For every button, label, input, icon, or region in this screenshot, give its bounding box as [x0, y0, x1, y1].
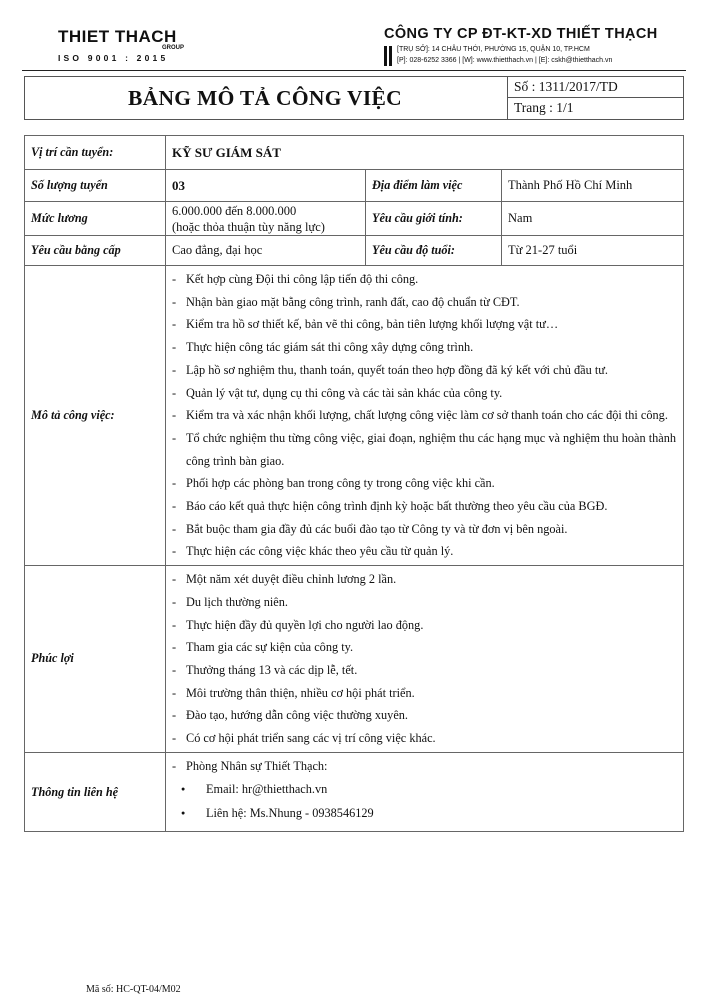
row-position	[25, 136, 684, 170]
position-value: KỸ SƯ GIÁM SÁT	[166, 136, 684, 170]
header-divider	[22, 70, 686, 71]
list-item: - Thực hiện đầy đủ quyền lợi cho người lao động.	[166, 614, 683, 637]
age-value: Từ 21-27 tuổi	[502, 236, 684, 266]
age-label: Yêu cầu độ tuổi:	[366, 236, 502, 266]
location-label: Địa điểm làm việc	[366, 170, 502, 202]
salary-range: 6.000.000 đến 8.000.000	[172, 203, 297, 218]
contact-email: ● Email: hr@thietthach.vn	[166, 777, 683, 801]
salary-value	[166, 202, 366, 236]
document-title: BẢNG MÔ TẢ CÔNG VIỆC	[128, 86, 402, 110]
list-item: - Báo cáo kết quả thực hiện công trình định kỳ hoặc bất thường theo yêu cầu của BGĐ.	[166, 495, 683, 518]
document-meta	[507, 77, 684, 119]
logo-group: GROUP	[161, 45, 184, 51]
quantity-label: Số lượng tuyển	[25, 170, 166, 202]
list-item: - Môi trường thân thiện, nhiều cơ hội phát triển.	[166, 682, 683, 705]
row-degree	[25, 236, 684, 266]
location-value: Thành Phố Hồ Chí Minh	[502, 170, 684, 202]
row-description	[25, 266, 684, 566]
list-item: - Bắt buộc tham gia đầy đủ các buổi đào tạo từ Công ty và từ đơn vị bên ngoài.	[166, 518, 683, 541]
contact-cell	[166, 752, 684, 832]
list-item: - Lập hồ sơ nghiệm thu, thanh toán, quyết toán theo hợp đồng đã ký kết với chủ đầu tư.	[166, 359, 683, 382]
list-item: - Quản lý vật tư, dụng cụ thi công và các tài sản khác của công ty.	[166, 382, 683, 405]
row-benefits	[25, 566, 684, 753]
company-contact-lines	[397, 45, 612, 66]
gender-label: Yêu cầu giới tính:	[366, 202, 502, 236]
document-number: Số : 1311/2017/TD	[508, 77, 684, 98]
list-item: - Thực hiện các công việc khác theo yêu cầu từ quản lý.	[166, 540, 683, 563]
list-item: - Tổ chức nghiệm thu từng công việc, giai đoạn, nghiệm thu các hạng mục và nghiệm thu hoàn thành công trình bàn giao.	[166, 427, 683, 472]
document-page: Trang : 1/1	[514, 100, 574, 115]
row-contact	[25, 752, 684, 832]
benefits-label: Phúc lợi	[25, 566, 166, 753]
description-cell	[166, 266, 684, 566]
list-item: - Nhận bàn giao mặt bằng công trình, ranh đất, cao độ chuẩn từ CĐT.	[166, 291, 683, 314]
salary-note: (hoặc thỏa thuận tùy năng lực)	[172, 219, 325, 234]
benefits-list	[166, 566, 683, 752]
list-item: - Một năm xét duyệt điều chỉnh lương 2 lần.	[166, 568, 683, 591]
company-bars-icon	[384, 46, 392, 66]
company-name: CÔNG TY CP ĐT-KT-XD THIẾT THẠCH	[384, 26, 658, 42]
contact-dept-list	[166, 753, 683, 778]
company-contact-block	[384, 45, 684, 66]
list-item: - Kết hợp cùng Đội thi công lập tiến độ thi công.	[166, 268, 683, 291]
list-item: - Tham gia các sự kiện của công ty.	[166, 636, 683, 659]
list-item: - Thưởng tháng 13 và các dịp lễ, tết.	[166, 659, 683, 682]
list-item: - Du lịch thường niên.	[166, 591, 683, 614]
company-info	[384, 26, 684, 66]
quantity-value: 03	[166, 170, 366, 202]
contact-phone: ● Liên hệ: Ms.Nhung - 0938546129	[166, 801, 683, 825]
list-item: - Kiểm tra hồ sơ thiết kế, bản vẽ thi công, bản tiên lượng khối lượng vật tư…	[166, 313, 683, 336]
row-salary	[25, 202, 684, 236]
logo-name: THIET THACH	[58, 27, 177, 46]
company-logo	[58, 28, 198, 63]
list-item: - Đào tạo, hướng dẫn công việc thường xuyên.	[166, 704, 683, 727]
list-item: - Thực hiện công tác giám sát thi công xây dựng công trình.	[166, 336, 683, 359]
list-item: - Phối hợp các phòng ban trong công ty trong công việc khi cần.	[166, 472, 683, 495]
gender-value: Nam	[502, 202, 684, 236]
description-list	[166, 266, 683, 565]
degree-value: Cao đẳng, đại học	[166, 236, 366, 266]
degree-label: Yêu cầu bằng cấp	[25, 236, 166, 266]
row-quantity	[25, 170, 684, 202]
salary-label: Mức lương	[25, 202, 166, 236]
contact-dept: - Phòng Nhân sự Thiết Thạch:	[166, 755, 683, 778]
company-contacts: [P]: 028-6252 3366 | [W]: www.thietthach.vn | [E]: cskh@thietthach.vn	[397, 56, 613, 64]
list-item: - Có cơ hội phát triển sang các vị trí công việc khác.	[166, 727, 683, 750]
title-box	[24, 76, 684, 120]
description-label: Mô tả công việc:	[25, 266, 166, 566]
position-label: Vị trí cần tuyển:	[25, 136, 166, 170]
form-code: Mã số: HC-QT-04/M02	[86, 984, 181, 995]
benefits-cell	[166, 566, 684, 753]
contact-label: Thông tin liên hệ	[25, 752, 166, 832]
list-item: - Kiểm tra và xác nhận khối lượng, chất lượng công việc làm cơ sở thanh toán cho các đội thi công.	[166, 404, 683, 427]
job-description-table	[24, 135, 684, 832]
contact-details	[166, 777, 683, 831]
company-address: [TRỤ SỞ]: 14 CHÂU THỚI, PHƯỜNG 15, QUẬN 10, TP.HCM	[397, 46, 590, 53]
logo-iso: ISO 9001 : 2015	[58, 53, 169, 63]
